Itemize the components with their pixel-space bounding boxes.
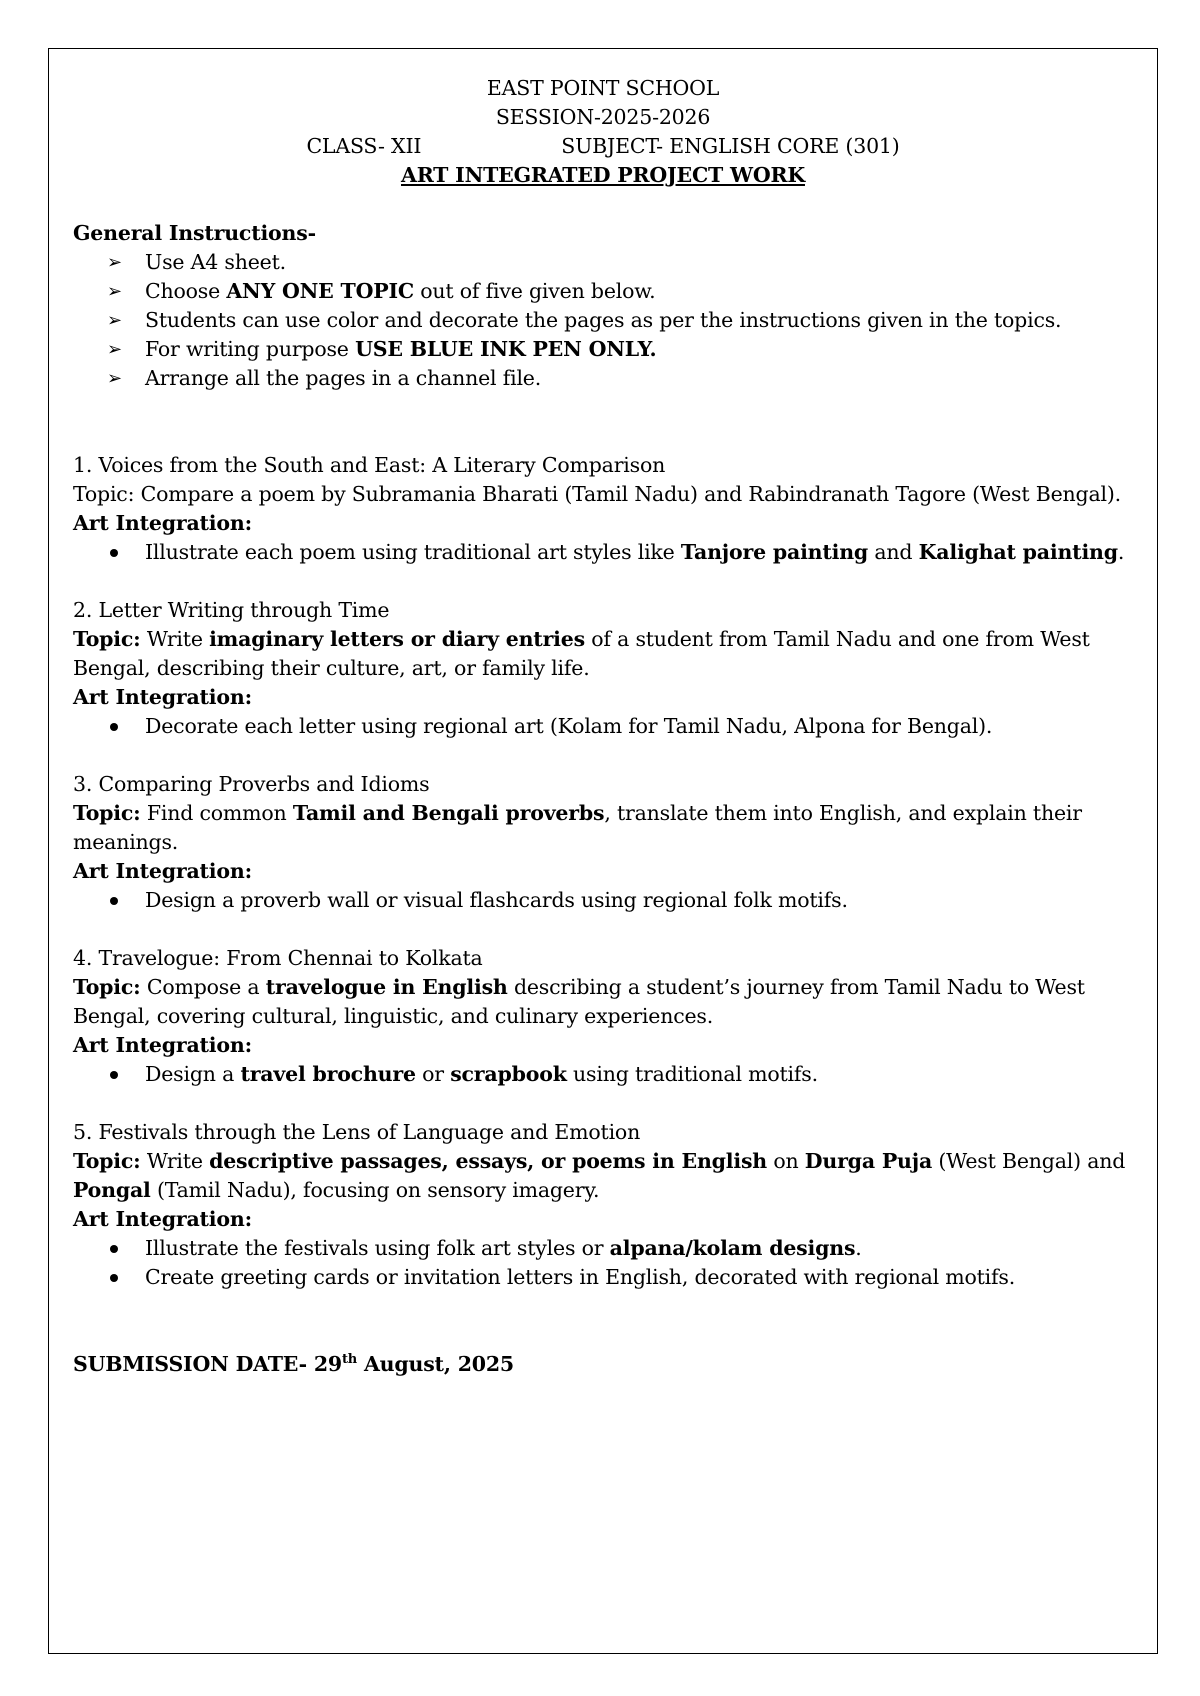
class-label: CLASS- XII xyxy=(306,134,422,158)
list-item: ➢ Students can use color and decorate the pages as per the instructions given in the topics. xyxy=(125,306,1133,335)
class-subject-line xyxy=(73,132,1133,161)
topic-4 xyxy=(73,944,1133,1089)
list-item: ➢ For writing purpose USE BLUE INK PEN ONLY. xyxy=(125,335,1133,364)
list-item: Create greeting cards or invitation letters in English, decorated with regional motifs. xyxy=(125,1263,1133,1292)
topic-text: Topic: Compose a travelogue in English describing a student’s journey from Tamil Nadu to West Bengal, covering cultural, linguistic, and culinary experiences. xyxy=(73,975,1085,1028)
school-name: EAST POINT SCHOOL xyxy=(486,76,720,100)
art-integration-label: Art Integration: xyxy=(73,1207,252,1231)
instructions-list xyxy=(73,248,1133,393)
list-item: Decorate each letter using regional art (Kolam for Tamil Nadu, Alpona for Bengal). xyxy=(125,712,1133,741)
list-item: Design a proverb wall or visual flashcards using regional folk motifs. xyxy=(125,886,1133,915)
topic-title: 5. Festivals through the Lens of Language and Emotion xyxy=(73,1120,641,1144)
topic-text: Topic: Find common Tamil and Bengali proverbs, translate them into English, and explain their meanings. xyxy=(73,801,1082,854)
topic-5 xyxy=(73,1118,1133,1292)
topic-title: 3. Comparing Proverbs and Idioms xyxy=(73,772,430,796)
document-body xyxy=(73,74,1133,1379)
project-title: ART INTEGRATED PROJECT WORK xyxy=(401,163,805,187)
topic-title: 4. Travelogue: From Chennai to Kolkata xyxy=(73,946,483,970)
topic-title: 2. Letter Writing through Time xyxy=(73,598,390,622)
list-item: ➢ Use A4 sheet. xyxy=(125,248,1133,277)
art-integration-label: Art Integration: xyxy=(73,1033,252,1057)
topic-2 xyxy=(73,596,1133,741)
list-item: Design a travel brochure or scrapbook using traditional motifs. xyxy=(125,1060,1133,1089)
topic-text: Topic: Write descriptive passages, essays, or poems in English on Durga Puja (West Bengal) and Pongal (Tamil Nadu), focusing on sensory imagery. xyxy=(73,1149,1126,1202)
list-item: Illustrate the festivals using folk art styles or alpana/kolam designs. xyxy=(125,1234,1133,1263)
session: SESSION-2025-2026 xyxy=(495,105,711,129)
art-integration-label: Art Integration: xyxy=(73,511,252,535)
topic-text: Topic: Write imaginary letters or diary entries of a student from Tamil Nadu and one from West Bengal, describing their culture, art, or family life. xyxy=(73,627,1090,680)
list-item: ➢ Arrange all the pages in a channel file. xyxy=(125,364,1133,393)
list-item: ➢ Choose ANY ONE TOPIC out of five given below. xyxy=(125,277,1133,306)
list-item: Illustrate each poem using traditional art styles like Tanjore painting and Kalighat painting. xyxy=(125,538,1133,567)
art-integration-label: Art Integration: xyxy=(73,685,252,709)
topic-title: 1. Voices from the South and East: A Literary Comparison xyxy=(73,453,666,477)
art-integration-label: Art Integration: xyxy=(73,859,252,883)
instructions-heading: General Instructions- xyxy=(73,221,316,245)
topic-3 xyxy=(73,770,1133,915)
topic-text: Topic: Compare a poem by Subramania Bharati (Tamil Nadu) and Rabindranath Tagore (West Bengal). xyxy=(73,482,1121,506)
submission-date: SUBMISSION DATE- 29th August, 2025 xyxy=(73,1352,514,1376)
topic-1 xyxy=(73,451,1133,567)
subject-label: SUBJECT- ENGLISH CORE (301) xyxy=(561,134,900,158)
